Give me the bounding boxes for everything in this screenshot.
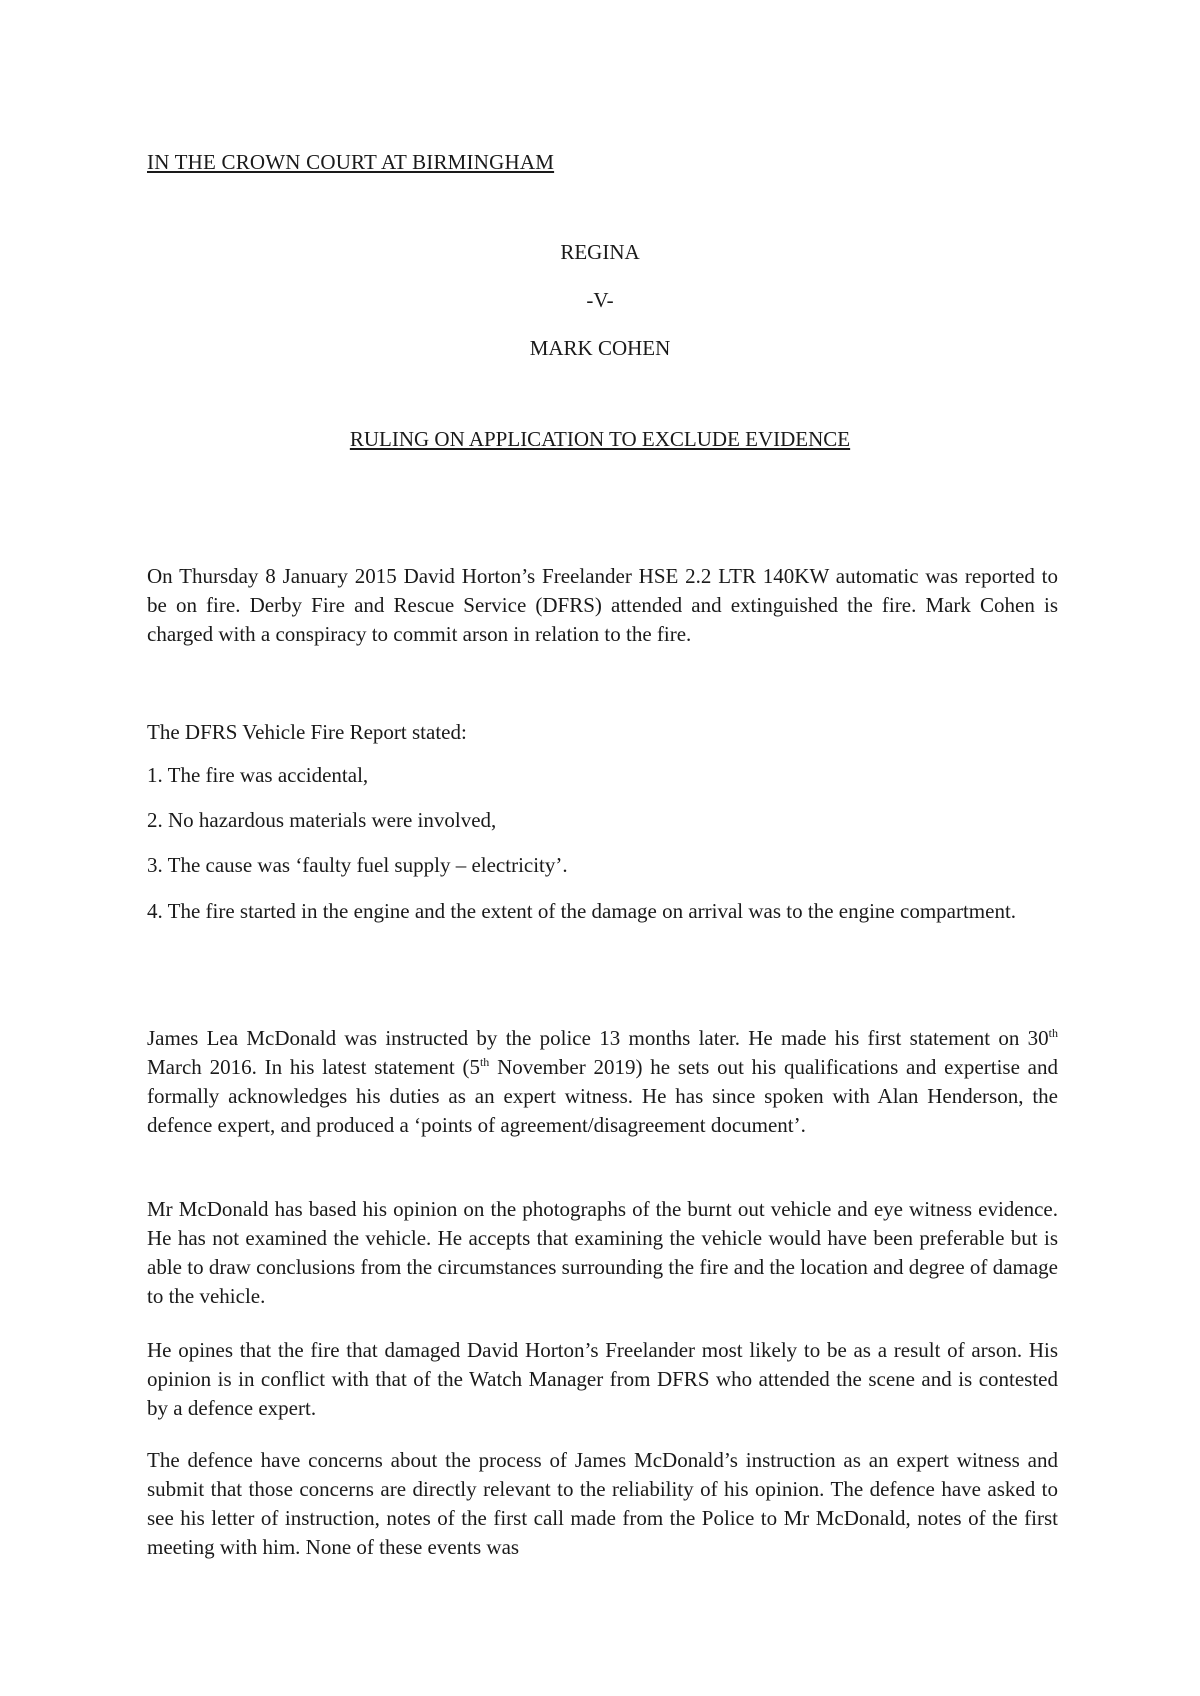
prosecution-name: REGINA <box>560 240 640 264</box>
versus-marker: -V- <box>586 288 614 312</box>
ordinal-suffix: th <box>479 1055 490 1069</box>
report-item-4: 4. The fire started in the engine and the extent of the damage on arrival was to the engine compartment. <box>147 899 1017 923</box>
expert-para-text-2: March 2016. In his latest statement (5 <box>147 1055 480 1079</box>
defence-concerns-paragraph: The defence have concerns about the process of James McDonald’s instruction as an expert witness and submit that those concerns are directly relevant to the reliability of his opinion. The defence have asked to see his letter of instruction, notes of the first call made from the Police to Mr McDonald, notes of the first meeting with him. None of these events was <box>147 1448 1058 1559</box>
report-item-2: 2. No hazardous materials were involved, <box>147 808 497 832</box>
expert-para-text-1: James Lea McDonald was instructed by the police 13 months later. He made his first statement on 30 <box>147 1026 1049 1050</box>
defendant-name: MARK COHEN <box>529 336 671 360</box>
expert-basis-paragraph: Mr McDonald has based his opinion on the photographs of the burnt out vehicle and eye witness evidence. He has not examined the vehicle. He accepts that examining the vehicle would have been preferable but is able to draw conclusions from the circumstances surrounding the fire and the location and degree of damage to the vehicle. <box>147 1197 1058 1308</box>
court-heading: IN THE CROWN COURT AT BIRMINGHAM <box>147 150 555 174</box>
intro-paragraph: On Thursday 8 January 2015 David Horton’s Freelander HSE 2.2 LTR 140KW automatic was reported to be on fire. Derby Fire and Rescue Service (DFRS) attended and extinguished the fire. Mark Cohen is charged with a conspiracy to commit arson in relation to the fire. <box>147 564 1058 646</box>
report-item-3: 3. The cause was ‘faulty fuel supply – electricity’. <box>147 853 568 877</box>
report-intro: The DFRS Vehicle Fire Report stated: <box>147 720 467 744</box>
ruling-title: RULING ON APPLICATION TO EXCLUDE EVIDENCE <box>349 427 851 451</box>
expert-para-text-3: November 2019) he sets out his qualifications and expertise and formally acknowledges his duties as an expert witness. He has since spoken with Alan Henderson, the defence expert, and produced a ‘points of agreement/disagreement document’. <box>147 1055 1059 1137</box>
expert-instruction-paragraph <box>147 1024 1058 1140</box>
ordinal-suffix: th <box>1048 1026 1058 1040</box>
report-item-1: 1. The fire was accidental, <box>147 763 369 787</box>
expert-opinion-paragraph: He opines that the fire that damaged David Horton’s Freelander most likely to be as a result of arson. His opinion is in conflict with that of the Watch Manager from DFRS who attended the scene and is contested by a defence expert. <box>147 1338 1058 1420</box>
